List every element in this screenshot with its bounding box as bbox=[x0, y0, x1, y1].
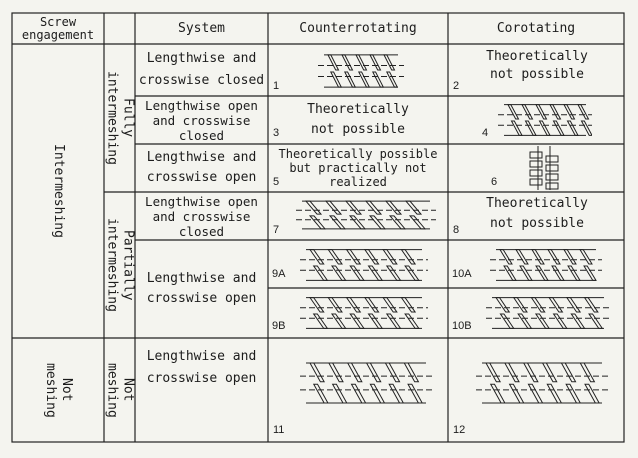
cell-3-text: Theoretically not possible bbox=[307, 102, 409, 137]
twin-screw-illustration-10a bbox=[490, 245, 602, 285]
group-intermeshing: Intermeshing bbox=[51, 144, 66, 238]
header-system: System bbox=[178, 21, 225, 36]
header-screw-engagement: Screw engagement bbox=[21, 15, 95, 42]
system-row-2: Lengthwise open and crosswise closed bbox=[145, 97, 258, 143]
figure-number-6: 6 bbox=[491, 176, 498, 188]
subgroup-partially-intermeshing: Partially intermeshing bbox=[104, 218, 136, 312]
twin-screw-illustration-11 bbox=[300, 357, 432, 409]
cell-8-text: Theoretically not possible bbox=[486, 196, 588, 231]
figure-number-8: 8 bbox=[453, 224, 460, 236]
cell-2-text: Theoretically not possible bbox=[486, 49, 588, 82]
figure-number-4: 4 bbox=[482, 127, 489, 139]
system-row-3: Lengthwise and crosswise open bbox=[146, 150, 257, 185]
twin-screw-illustration-10b bbox=[486, 293, 610, 333]
figure-number-5: 5 bbox=[273, 176, 280, 188]
figure-number-12: 12 bbox=[453, 424, 466, 436]
twin-screw-illustration-4 bbox=[498, 100, 592, 140]
figure-number-11: 11 bbox=[273, 424, 285, 436]
figure-number-9a: 9A bbox=[272, 268, 286, 280]
header-counterrotating: Counterrotating bbox=[299, 21, 417, 36]
figure-number-1: 1 bbox=[273, 80, 280, 92]
twin-screw-illustration-7 bbox=[296, 197, 436, 233]
figure-number-7: 7 bbox=[273, 224, 280, 236]
header-corotating: Corotating bbox=[496, 21, 576, 36]
figure-number-10a: 10A bbox=[452, 268, 472, 280]
twin-screw-illustration-12 bbox=[476, 357, 608, 409]
group-not-meshing: Not meshing bbox=[43, 362, 74, 418]
figure-number-2: 2 bbox=[453, 80, 460, 92]
figure-number-9b: 9B bbox=[272, 320, 286, 332]
twin-screw-illustration-1 bbox=[318, 50, 404, 92]
subgroup-fully-intermeshing: Fully intermeshing bbox=[104, 71, 136, 165]
twin-screw-illustration-6 bbox=[524, 146, 564, 190]
cell-5-text: Theoretically possible but practically not realized bbox=[278, 147, 438, 189]
twin-screw-illustration-9b bbox=[300, 293, 428, 333]
subgroup-not-meshing: Not meshing bbox=[104, 362, 136, 418]
figure-number-10b: 10B bbox=[452, 320, 472, 332]
twin-screw-illustration-9a bbox=[300, 245, 428, 285]
system-row-5: Lengthwise and crosswise open bbox=[146, 271, 257, 306]
figure-number-3: 3 bbox=[273, 127, 280, 139]
system-row-4: Lengthwise open and crosswise closed bbox=[145, 193, 258, 239]
system-row-6: Lengthwise and crosswise open bbox=[146, 349, 257, 386]
system-row-1: Lengthwise and crosswise closed bbox=[138, 51, 265, 88]
